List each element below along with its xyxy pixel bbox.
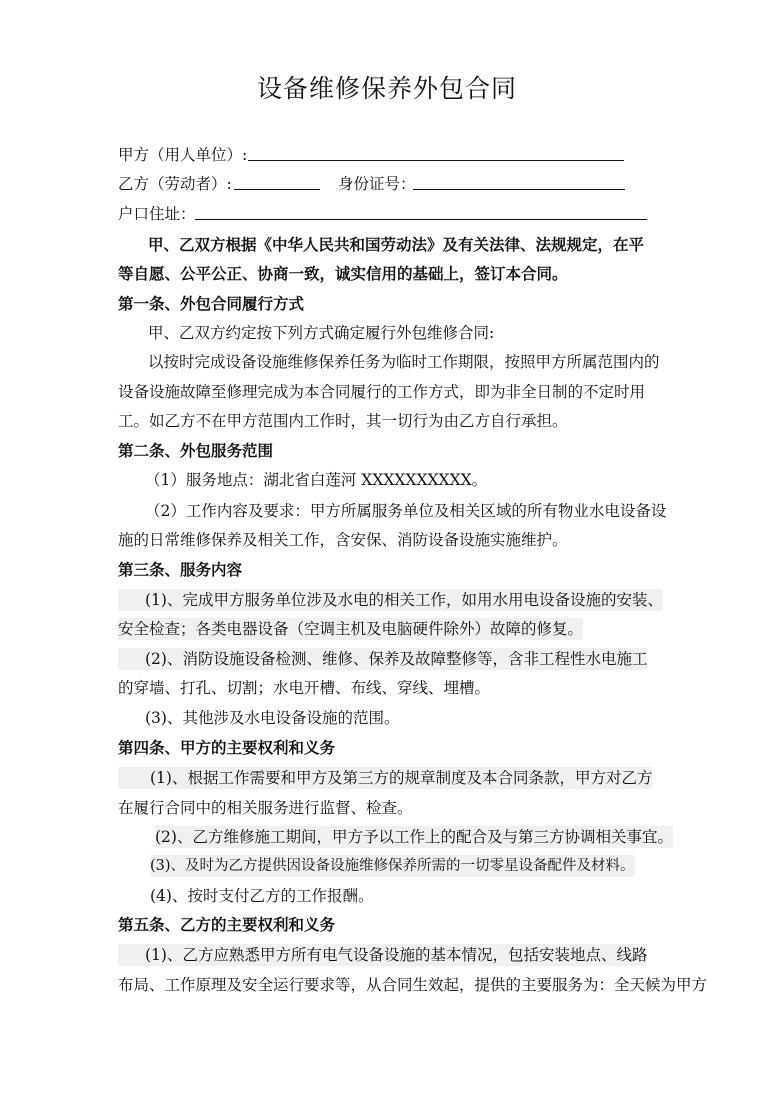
- party-b-blank[interactable]: [234, 189, 320, 190]
- id-blank[interactable]: [413, 189, 625, 190]
- article-5-line-2: 布局、工作原理及安全运行要求等，从合同生效起，提供的主要服务为：全天候为甲方: [118, 976, 708, 994]
- article-3-line-3: (2)、消防设施设备检测、维修、保养及故障整修等，含非工程性水电施工: [118, 648, 647, 670]
- party-b-label: 乙方（劳动者）:: [118, 175, 232, 193]
- article-4-heading: 第四条、甲方的主要权利和义务: [118, 738, 336, 757]
- article-1-line-4: 工。如乙方不在甲方范围内工作时，其一切行为由乙方自行承担。: [118, 412, 568, 430]
- article-4-line-3: (2)、乙方维修施工期间，甲方予以工作上的配合及与第三方协调相关事宜。: [155, 828, 673, 846]
- article-5-heading: 第五条、乙方的主要权利和义务: [118, 915, 336, 934]
- article-4-line-5: (4)、按时支付乙方的工作报酬。: [150, 887, 374, 905]
- article-2-heading: 第二条、外包服务范围: [118, 441, 274, 460]
- preamble-line-1: 甲、乙双方根据《中华人民共和国劳动法》及有关法律、法规规定，在平: [148, 235, 645, 254]
- party-a-blank[interactable]: [248, 160, 624, 161]
- contract-title: 设备维修保养外包合同: [256, 74, 517, 103]
- article-3-line-2: 安全检查；各类电器设备（空调主机及电脑硬件除外）故障的修复。: [118, 620, 584, 638]
- article-3-heading: 第三条、服务内容: [118, 560, 243, 579]
- article-3-line-4: 的穿墙、打孔、切割；水电开槽、布线、穿线、埋槽。: [118, 679, 491, 697]
- address-blank[interactable]: [195, 219, 647, 220]
- id-label: 身份证号：: [338, 175, 416, 193]
- party-a-label: 甲方（用人单位）:: [118, 146, 248, 164]
- address-label: 户口住址：: [118, 205, 196, 223]
- article-4-line-1: (1)、根据工作需要和甲方及第三方的规章制度及本合同条款，甲方对乙方: [118, 767, 652, 789]
- article-2-line-1: （1）服务地点：湖北省白莲河 XXXXXXXXXX。: [145, 471, 488, 489]
- article-3-line-5: (3)、其他涉及水电设备设施的范围。: [145, 709, 400, 727]
- article-5-line-1: (1)、乙方应熟悉甲方所有电气设备设施的基本情况，包括安装地点、线路: [118, 944, 647, 966]
- article-1-line-1: 甲、乙双方约定按下列方式确定履行外包维修合同:: [148, 324, 495, 342]
- article-3-line-1: (1)、完成甲方服务单位涉及水电的相关工作，如用水用电设备设施的安装、: [118, 589, 663, 611]
- article-2-line-2: （2）工作内容及要求：甲方所属服务单位及相关区域的所有物业水电设备设: [145, 502, 667, 520]
- article-4-line-4: (3)、及时为乙方提供因设备设施维修保养所需的一切零星设备配件及材料。: [150, 855, 635, 877]
- article-1-line-2: 以按时完成设备设施维修保养任务为临时工作期限，按照甲方所属范围内的: [148, 353, 660, 371]
- preamble-line-2: 等自愿、公平公正、协商一致，诚实信用的基础上，签订本合同。: [118, 264, 568, 283]
- article-1-heading: 第一条、外包合同履行方式: [118, 294, 305, 313]
- article-1-line-3: 设备设施故障至修理完成为本合同履行的工作方式，即为非全日制的不定时用: [118, 383, 646, 401]
- article-2-line-3: 施的日常维修保养及相关工作，含安保、消防设备设施实施维护。: [118, 531, 568, 549]
- article-4-line-2: 在履行合同中的相关服务进行监督、检查。: [118, 799, 413, 817]
